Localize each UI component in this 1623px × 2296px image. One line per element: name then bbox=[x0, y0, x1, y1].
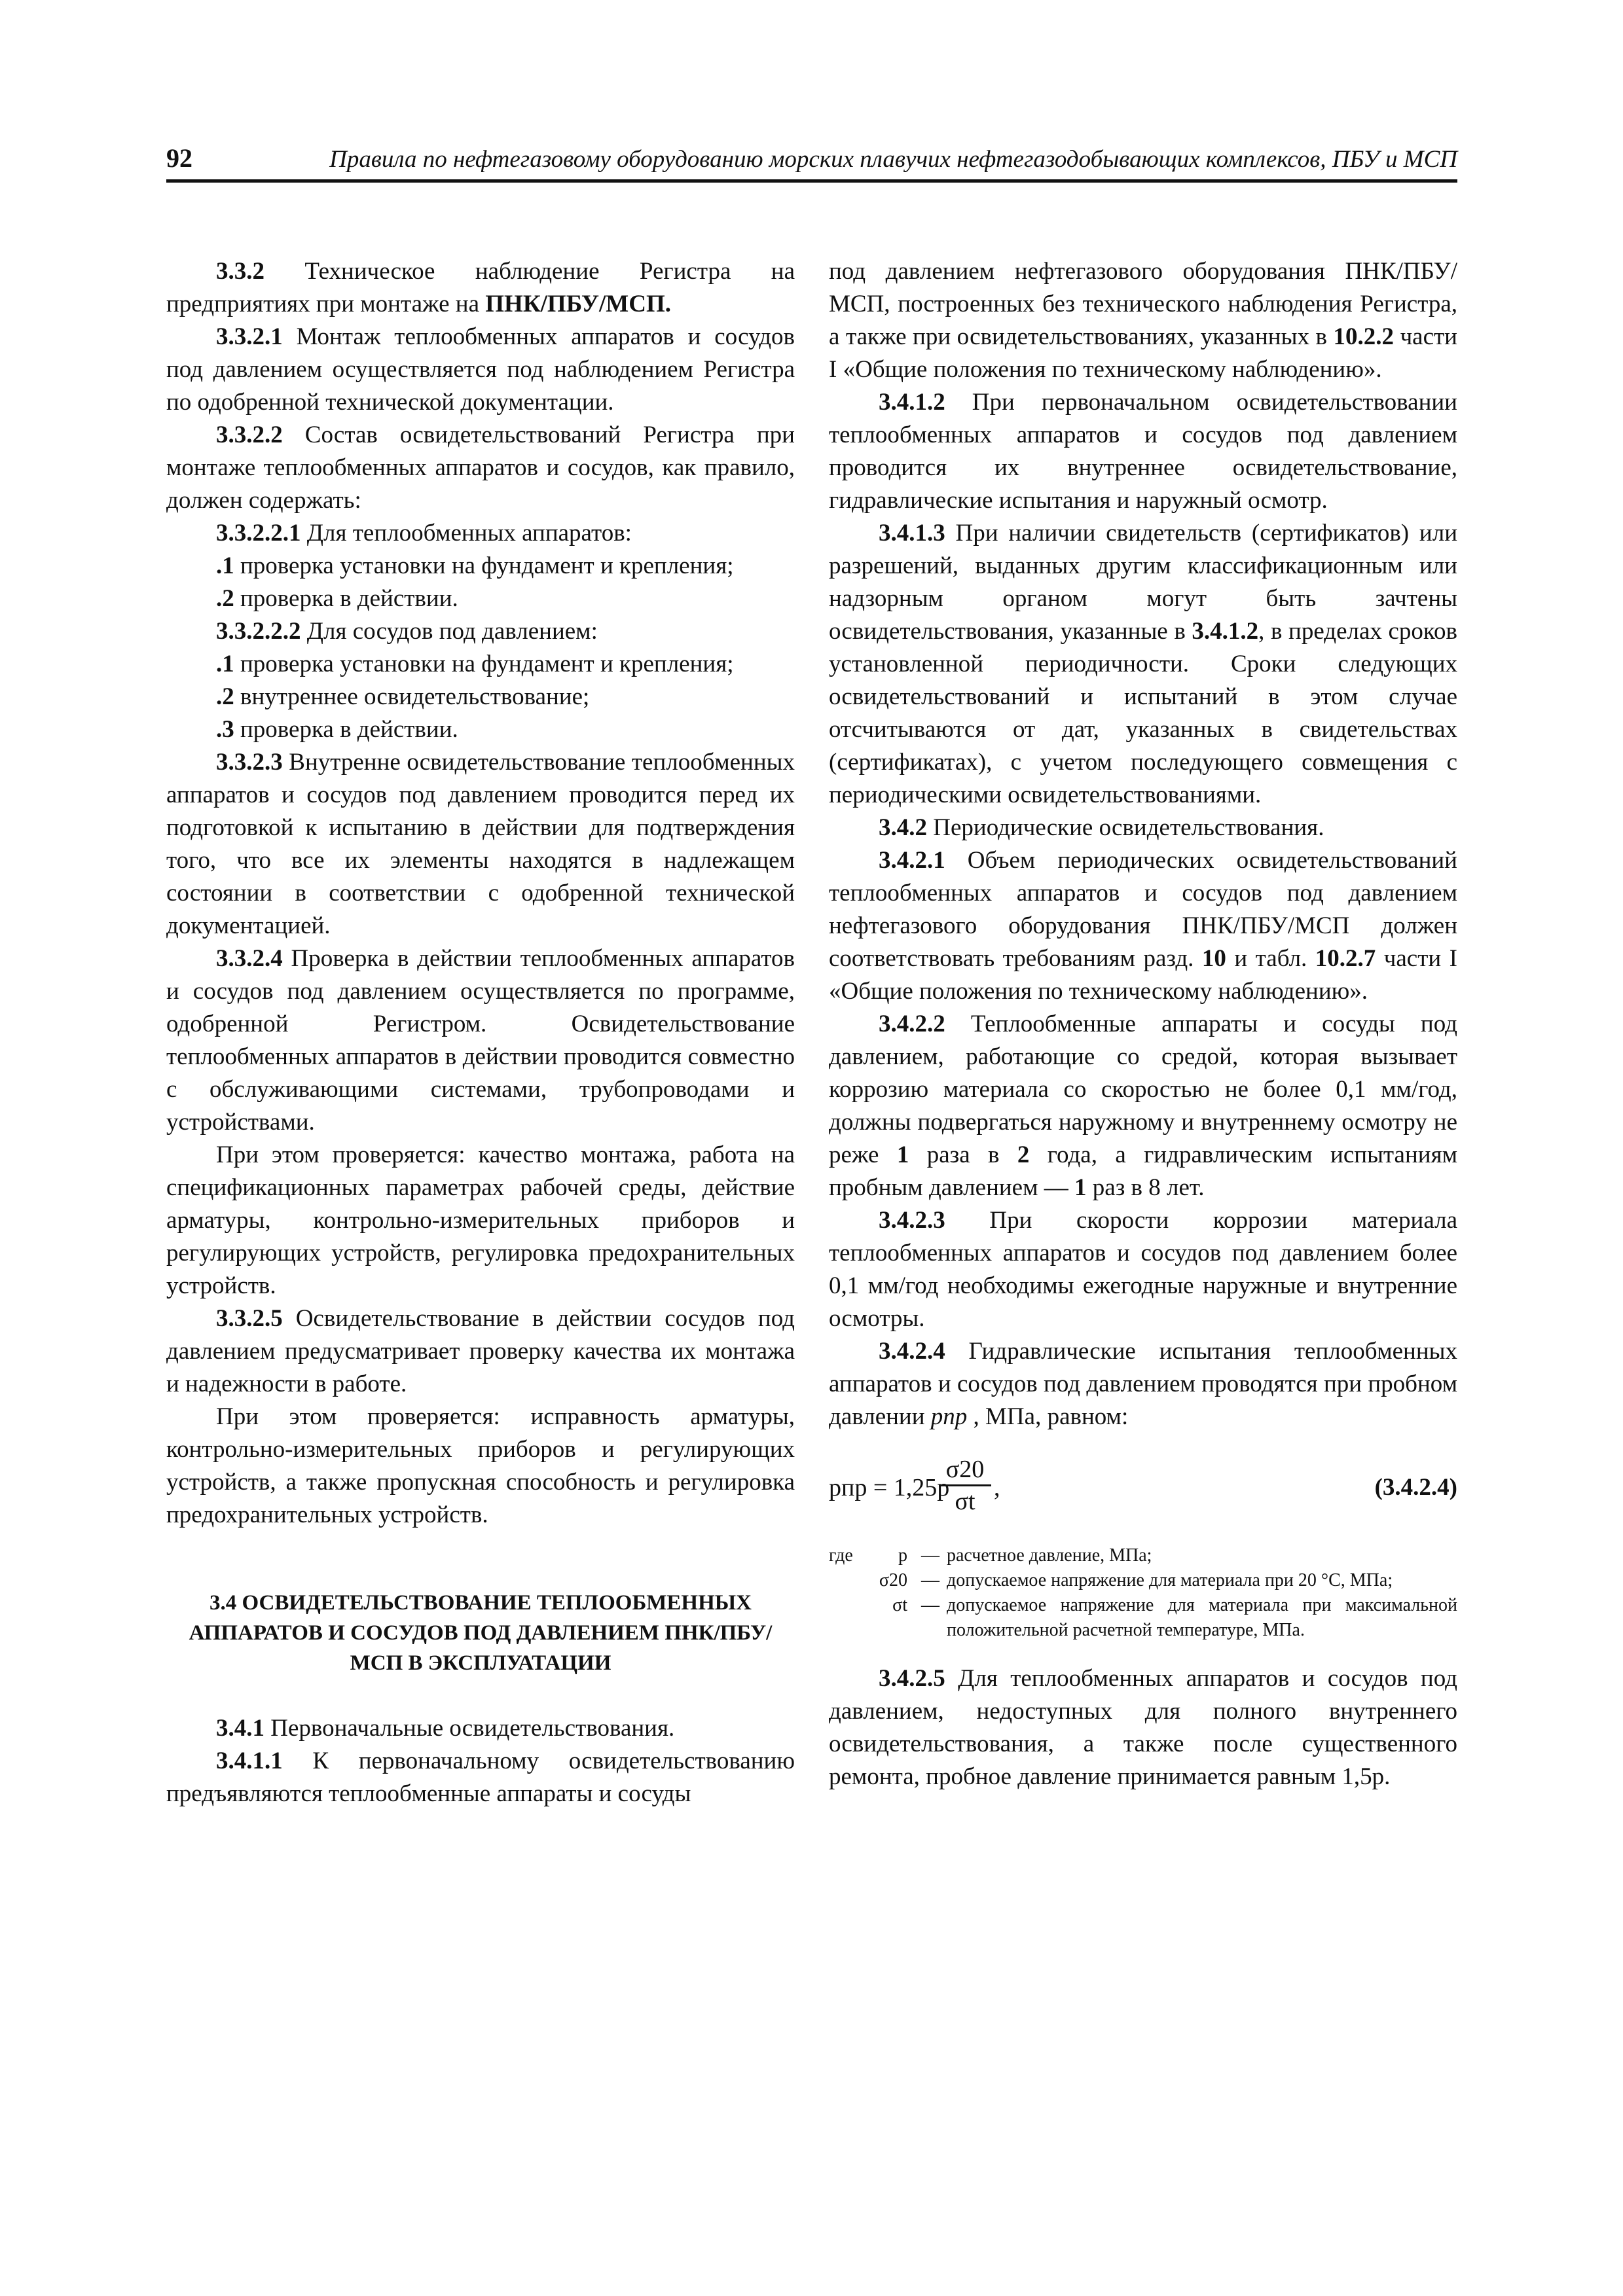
paragraph: 3.3.2.2 Состав освидетельствований Регистра при монтаже теплообменных аппаратов и сосудов, как правило, должен содержать: bbox=[166, 422, 795, 514]
paragraph: 3.3.2 Техническое наблюдение Регистра на предприятиях при монтаже на ПНК/ПБУ/МСП. bbox=[166, 258, 795, 317]
paragraph: 3.3.2.4 Проверка в действии теплообменных аппаратов и сосудов под давлением осуществляется по программе, одобренной Регистром. Освидетельствование теплообменных аппаратов в действии проводится совместно с обслуживающими системами, трубопроводами и устройствами. bbox=[166, 945, 795, 1136]
list-item: .2 внутреннее освидетельствование; bbox=[216, 683, 590, 710]
legend-description: допускаемое напряжение для материала при 20 °С, МПа; bbox=[947, 1570, 1393, 1590]
right-column bbox=[829, 255, 1457, 1793]
legend-symbol: p bbox=[898, 1545, 907, 1566]
paragraph: 3.3.2.1 Монтаж теплообменных аппаратов и сосудов под давлением осуществляется под наблюдением Регистра по одобренной технической документации. bbox=[166, 323, 795, 416]
paragraph: 3.3.2.2.2 Для сосудов под давлением: bbox=[216, 618, 598, 645]
list-item: .1 проверка установки на фундамент и крепления; bbox=[216, 552, 734, 579]
legend-row: σ20 — допускаемое напряжение для материала при 20 °С, МПа; bbox=[829, 1568, 1457, 1593]
paragraph: 3.4.1.2 При первоначальном освидетельствовании теплообменных аппаратов и сосудов под давлением проводится их внутреннее освидетельствование, гидравлические испытания и наружный осмотр. bbox=[829, 389, 1457, 514]
formula-fraction bbox=[939, 1454, 991, 1516]
legend-row: σt — допускаемое напряжение для материала при максимальной положительной расчетной температуре, МПа. bbox=[829, 1593, 1457, 1643]
header-rule bbox=[166, 179, 1457, 183]
formula-3-4-2-4 bbox=[829, 1450, 1457, 1526]
page-header bbox=[166, 143, 1457, 179]
legend-description: расчетное давление, МПа; bbox=[947, 1545, 1152, 1566]
formula-legend bbox=[829, 1543, 1457, 1643]
formula-number: (3.4.2.4) bbox=[1374, 1474, 1457, 1501]
list-item: .2 проверка в действии. bbox=[216, 585, 458, 612]
paragraph: 3.4.2.4 Гидравлические испытания теплообменных аппаратов и сосудов под давлением проводятся при пробном давлении pпр , МПа, равном: bbox=[829, 1338, 1457, 1430]
legend-row: где p — расчетное давление, МПа; bbox=[829, 1543, 1457, 1568]
paragraph: 3.3.2.5 Освидетельствование в действии сосудов под давлением предусматривает проверку качества их монтажа и надежности в работе. bbox=[166, 1305, 795, 1397]
formula-numerator: σ20 bbox=[939, 1454, 991, 1486]
paragraph: 3.4.2.1 Объем периодических освидетельствований теплообменных аппаратов и сосудов под давлением нефтегазового оборудования ПНК/ПБУ/МСП должен соответствовать требованиям разд. 10 и табл. 10.2.7 части I «Общие положения по техническому наблюдению». bbox=[829, 847, 1457, 1005]
paragraph: 3.3.2.3 Внутренне освидетельствование теплообменных аппаратов и сосудов под давлением проводится перед их подготовкой к испытанию в действии для подтверждения того, что все их элементы находятся в надлежащем состоянии в соответствии с одобренной технической документацией. bbox=[166, 749, 795, 939]
legend-symbol: σ20 bbox=[879, 1570, 907, 1590]
formula-denominator: σt bbox=[955, 1488, 976, 1515]
paragraph: При этом проверяется: качество монтажа, работа на спецификационных параметрах рабочей среды, действие арматуры, контрольно-измерительных приборов и регулирующих устройств, регулировка предохранительных устройств. bbox=[166, 1141, 795, 1299]
paragraph: 3.3.2.2.1 Для теплообменных аппаратов: bbox=[216, 520, 632, 547]
paragraph: 3.4.1.3 При наличии свидетельств (сертификатов) или разрешений, выданных другим классификационным или надзорным органом могут быть зачтены освидетельствования, указанные в 3.4.1.2, в пределах сроков установленной периодичности. Сроки следующих освидетельствований и испытаний в этом случае отсчитываются от дат, указанных в свидетельствах (сертификатах), с учетом последующего совмещения с периодическими освидетельствованиями. bbox=[829, 520, 1457, 808]
list-item: .1 проверка установки на фундамент и крепления; bbox=[216, 651, 734, 677]
page-number: 92 bbox=[166, 143, 192, 173]
left-column bbox=[166, 255, 795, 1810]
formula-lhs: pпр = 1,25p bbox=[829, 1474, 950, 1501]
paragraph: При этом проверяется: исправность арматуры, контрольно-измерительных приборов и регулирующих устройств, а также пропускная способность и регулировка предохранительных устройств. bbox=[166, 1403, 795, 1528]
paragraph: 3.4.2.3 При скорости коррозии материала теплообменных аппаратов и сосудов под давлением более 0,1 мм/год необходимы ежегодные наружные и внутренние осмотры. bbox=[829, 1207, 1457, 1332]
section-heading: 3.4 ОСВИДЕТЕЛЬСТВОВАНИЕ ТЕПЛООБМЕННЫХ АППАРАТОВ И СОСУДОВ ПОД ДАВЛЕНИЕМ ПНК/ПБУ/МСП В ЭКСПЛУАТАЦИИ bbox=[189, 1591, 773, 1675]
legend-symbol: σt bbox=[892, 1595, 907, 1615]
paragraph: 3.4.2.2 Теплообменные аппараты и сосуды под давлением, работающие со средой, которая вызывает коррозию материала со скоростью не более 0,1 мм/год, должны подвергаться наружному и внутреннему осмотру не реже 1 раза в 2 года, а гидравлическим испытаниям пробным давлением — 1 раз в 8 лет. bbox=[829, 1011, 1458, 1201]
paragraph: под давлением нефтегазового оборудования ПНК/ПБУ/МСП, построенных без технического наблюдения Регистра, а также при освидетельствованиях, указанных в 10.2.2 части I «Общие положения по техническому наблюдению». bbox=[829, 258, 1457, 383]
paragraph: 3.4.2.5 Для теплообменных аппаратов и сосудов под давлением, недоступных для полного внутреннего освидетельствования, а также после существенного ремонта, пробное давление принимается равным 1,5p. bbox=[829, 1665, 1457, 1790]
list-item: .3 проверка в действии. bbox=[216, 716, 458, 743]
legend-description: допускаемое напряжение для материала при максимальной положительной расчетной температуре, МПа. bbox=[947, 1595, 1457, 1640]
paragraph: 3.4.1.1 К первоначальному освидетельствованию предъявляются теплообменные аппараты и сосуды bbox=[166, 1748, 795, 1807]
paragraph: 3.4.2 Периодические освидетельствования. bbox=[879, 814, 1324, 841]
formula-comma: , bbox=[994, 1474, 1000, 1501]
paragraph: 3.4.1 Первоначальные освидетельствования. bbox=[216, 1715, 675, 1742]
running-title: Правила по нефтегазовому оборудованию морских плавучих нефтегазодобывающих комплексов, ПБУ и МСП bbox=[329, 146, 1457, 173]
